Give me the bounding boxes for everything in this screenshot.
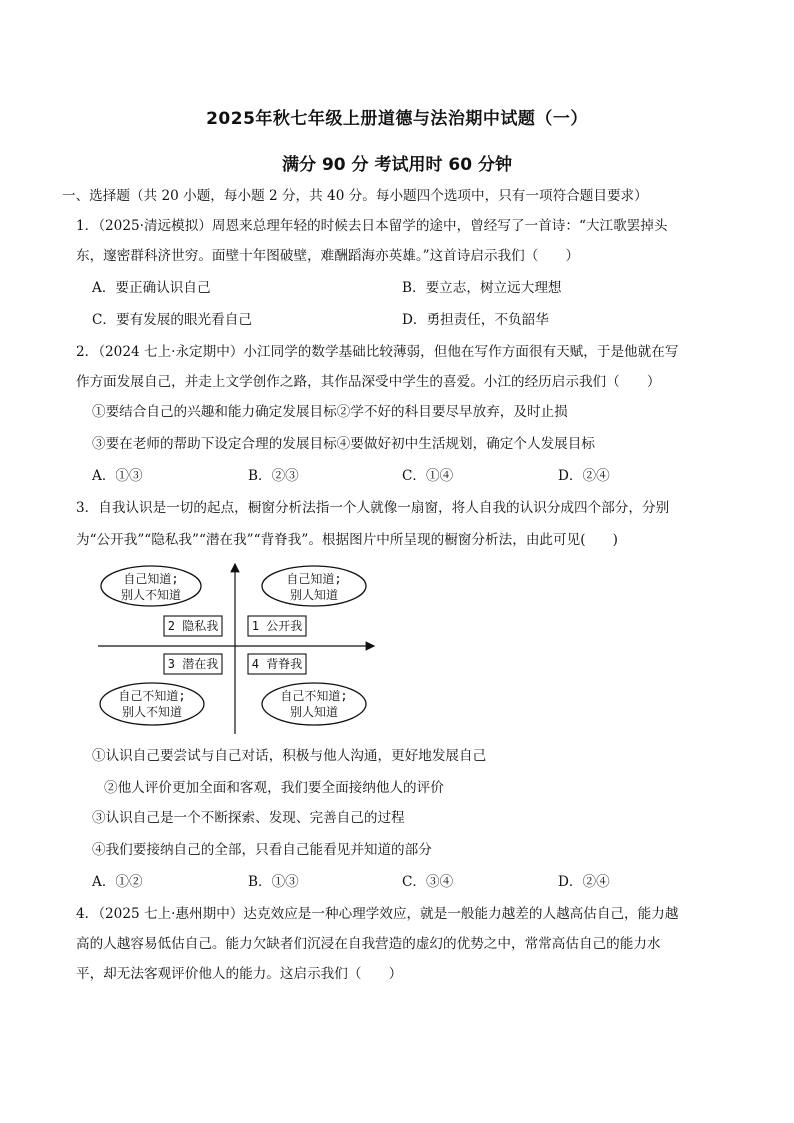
box-privacy-self-label: 2 隐私我 [167,619,219,633]
question-2-statements-2: ③要在老师的帮助下设定合理的发展目标④要做好初中生活规划，确定个人发展目标 [92,436,595,452]
ellipse-bottom-right-line-2: 别人知道 [289,705,339,719]
page-subtitle: 满分 90 分 考试用时 60 分钟 [282,155,512,175]
question-1-option-c: C．要有发展的眼光看自己 [92,312,252,328]
question-3-option-a: A．①② [92,874,143,890]
page-title: 2025年秋七年级上册道德与法治期中试题（一） [206,109,588,129]
box-back-self-label: 4 背脊我 [251,657,303,671]
question-2-option-a: A．①③ [92,468,143,484]
section-heading: 一、选择题（共 20 小题，每小题 2 分，共 40 分。每小题四个选项中，只有一项符合题目要求） [62,188,648,204]
question-1-option-a: A．要正确认识自己 [92,280,211,296]
question-2-option-d: D．②④ [558,468,610,484]
question-3-line-1: 3．自我认识是一切的起点，橱窗分析法指一个人就像一扇窗，将人自我的认识分成四个部分，分别 [76,500,670,516]
question-3-option-d: D．②④ [558,874,610,890]
question-3-statement-4: ④我们要接纳自己的全部，只看自己能看见并知道的部分 [92,842,432,858]
question-3-statement-1: ①认识自己要尝试与自己对话，积极与他人沟通，更好地发展自己 [92,748,487,764]
question-3-statement-3: ③认识自己是一个不断探索、发现、完善自己的过程 [92,810,405,826]
question-2-line-2: 作方面发展自己，并走上文学创作之路，其作品深受中学生的喜爱。小江的经历启示我们（ ） [76,374,661,390]
ellipse-top-left-line-2: 别人不知道 [120,588,182,602]
question-1-line-2: 东，邃密群科济世穷。面壁十年图破壁，难酬蹈海亦英雄。”这首诗启示我们（ ） [76,248,580,264]
question-4-line-1: 4．（2025 七上·惠州期中）达克效应是一种心理学效应，就是一般能力越差的人越高估自己，能力越 [76,906,679,922]
ellipse-bottom-left-line-1: 自己不知道; [118,689,186,703]
question-3-line-2: 为“公开我”“隐私我”“潜在我”“背脊我”。根据图片中所呈现的橱窗分析法，由此可见( ) [76,532,618,548]
question-1-option-d: D．勇担责任，不负韶华 [402,312,549,328]
johari-window-diagram [96,560,386,738]
question-2-statements-1: ①要结合自己的兴趣和能力确定发展目标②学不好的科目要尽早放弃，及时止损 [92,404,568,420]
question-2-option-c: C．①④ [402,468,454,484]
question-1-line-1: 1．（2025·清远模拟）周恩来总理年轻的时候去日本留学的途中，曾经写了一首诗：“大江歌罢掉头 [76,218,668,234]
question-2-option-b: B．②③ [248,468,299,484]
question-3-statement-2: ②他人评价更加全面和客观，我们要全面接纳他人的评价 [104,780,444,796]
ellipse-top-right-line-2: 别人知道 [289,588,339,602]
ellipse-bottom-right-line-1: 自己不知道; [280,689,348,703]
question-1-option-b: B．要立志，树立远大理想 [402,280,562,296]
box-potential-self-label: 3 潜在我 [167,657,219,671]
question-2-line-1: 2．（2024 七上·永定期中）小江同学的数学基础比较薄弱，但他在写作方面很有天赋，于是他就在写 [76,344,679,360]
question-3-option-c: C．③④ [402,874,454,890]
ellipse-bottom-left-line-2: 别人不知道 [121,705,183,719]
question-4-line-2: 高的人越容易低估自己。能力欠缺者们沉浸在自我营造的虚幻的优势之中，常常高估自己的能力水 [76,936,661,952]
question-4-line-3: 平，却无法客观评价他人的能力。这启示我们（ ） [76,966,403,982]
box-public-self-label: 1 公开我 [251,619,303,633]
question-3-option-b: B．①③ [248,874,299,890]
ellipse-top-right-line-1: 自己知道; [286,572,342,586]
ellipse-top-left-line-1: 自己知道; [123,572,179,586]
